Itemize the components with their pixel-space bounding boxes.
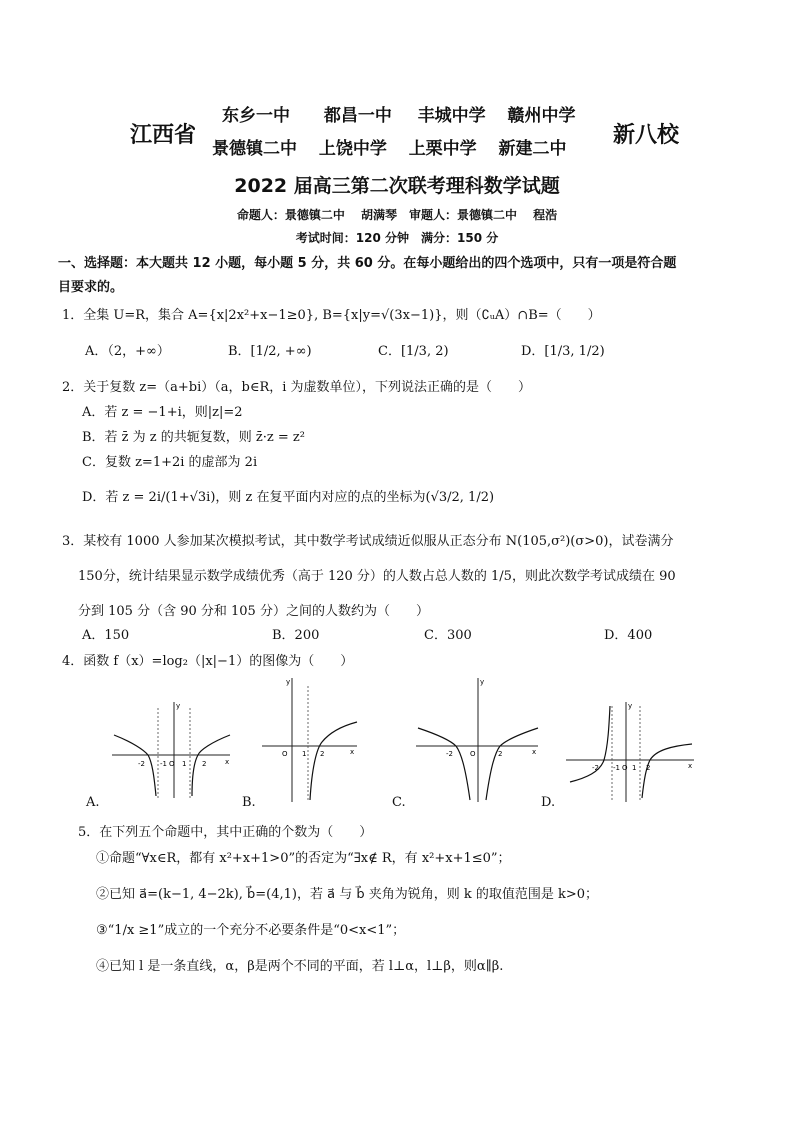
school-3: 丰城中学 [417, 106, 486, 126]
svg-text:-1: -1 [613, 764, 620, 772]
q3-option-c: C．300 [424, 628, 472, 643]
q4-graph-c [416, 676, 540, 804]
svg-text:-2: -2 [446, 750, 453, 758]
svg-text:1: 1 [302, 750, 307, 758]
svg-text:-2: -2 [138, 760, 145, 768]
q3-line3: 分到 105 分（含 90 分和 105 分）之间的人数约为（ ） [78, 604, 429, 619]
section-intro-line2: 目要求的。 [58, 280, 124, 295]
school-2: 都昌一中 [323, 106, 392, 126]
q1-option-b: B．[1/2, +∞) [228, 344, 312, 359]
svg-text:x: x [225, 758, 230, 766]
q5-item-3: ③“1/x ≥1”成立的一个充分不必要条件是“0<x<1”； [96, 923, 406, 938]
q3-line2: 150分，统计结果显示数学成绩优秀（高于 120 分）的人数占总人数的 1/5，则此次数学考试成绩在 90 [78, 569, 676, 584]
school-7: 上栗中学 [408, 139, 477, 159]
q4-graph-d [566, 700, 696, 804]
q4-graph-b [262, 676, 362, 804]
q1-option-c: C．[1/3, 2) [378, 344, 449, 359]
q5-item-2: ②已知 a⃗=(k−1, 4−2k), b⃗=(4,1)，若 a⃗ 与 b⃗ 夹角为锐角，则 k 的取值范围是 k>0； [96, 887, 599, 902]
svg-text:y: y [480, 678, 485, 686]
svg-text:y: y [628, 702, 633, 710]
page-title: 2022 届高三第二次联考理科数学试题 [234, 175, 560, 197]
svg-text:1: 1 [182, 760, 187, 768]
q3-option-b: B．200 [272, 628, 320, 643]
svg-text:2: 2 [498, 750, 503, 758]
svg-text:2: 2 [320, 750, 325, 758]
q3-line1: 3．某校有 1000 人参加某次模拟考试，其中数学考试成绩近似服从正态分布 N(105,σ²)(σ>0)，试卷满分 [62, 534, 674, 549]
school-8: 新建二中 [498, 139, 567, 159]
svg-text:2: 2 [646, 764, 651, 772]
q1-stem: 1．全集 U=R，集合 A={x|2x²+x−1≥0}, B={x|y=√(3x−1)}，则（∁ᵤA）∩B=（ ） [62, 308, 601, 323]
group-label: 新八校 [613, 123, 680, 148]
q4-label-b: B. [242, 795, 256, 810]
school-4: 赣州中学 [507, 106, 576, 126]
q4-graph-a [112, 700, 232, 800]
q2-option-c: C．复数 z=1+2i 的虚部为 2i [82, 455, 258, 470]
q5-item-1: ①命题“∀x∈R，都有 x²+x+1>0”的否定为“∃x∉ R，有 x²+x+1≤0”； [96, 851, 511, 866]
svg-text:y: y [286, 678, 291, 686]
q4-stem: 4．函数 f（x）=log₂（|x|−1）的图像为（ ） [62, 654, 354, 669]
q2-option-b: B．若 z̄ 为 z 的共轭复数，则 z̄·z = z² [82, 430, 305, 445]
q4-label-c: C. [392, 795, 406, 810]
section-intro-line1: 一、选择题：本大题共 12 小题，每小题 5 分，共 60 分。在每小题给出的四个选项中，只有一项是符合题 [58, 256, 677, 271]
q1-option-d: D．[1/3, 1/2) [521, 344, 605, 359]
schools-row-1 [222, 101, 576, 126]
q5-item-4: ④已知 l 是一条直线，α，β是两个不同的平面，若 l⊥α，l⊥β，则α∥β. [96, 959, 504, 974]
school-5: 景德镇二中 [212, 139, 297, 159]
svg-text:1: 1 [632, 764, 637, 772]
svg-text:x: x [688, 762, 693, 770]
svg-text:x: x [350, 748, 355, 756]
q2-stem: 2．关于复数 z=（a+bi）（a，b∈R，i 为虚数单位），下列说法正确的是（ ） [62, 380, 532, 395]
svg-text:-2: -2 [592, 764, 599, 772]
q3-option-d: D．400 [604, 628, 653, 643]
q4-label-a: A. [86, 795, 100, 810]
q2-option-d: D．若 z = 2i/(1+√3i)，则 z 在复平面内对应的点的坐标为(√3/2, 1/2) [82, 490, 495, 505]
svg-text:-1: -1 [160, 760, 167, 768]
province-label: 江西省 [130, 123, 197, 148]
svg-text:O: O [470, 750, 476, 758]
q4-label-d: D. [541, 795, 556, 810]
q3-option-a: A．150 [82, 628, 130, 643]
q2-option-a: A．若 z = −1+i，则|z|=2 [82, 405, 243, 420]
svg-text:x: x [532, 748, 537, 756]
authors-line: 命题人：景德镇二中 胡满琴 审题人：景德镇二中 程浩 [236, 208, 558, 222]
q1-option-a: A．（2，+∞） [85, 344, 170, 359]
svg-text:O: O [282, 750, 288, 758]
school-6: 上饶中学 [318, 139, 387, 159]
exam-info: 考试时间：120 分钟 满分：150 分 [295, 231, 499, 245]
q5-stem: 5．在下列五个命题中，其中正确的个数为（ ） [78, 825, 373, 840]
svg-text:O: O [622, 764, 628, 772]
svg-text:O: O [169, 760, 175, 768]
svg-text:2: 2 [202, 760, 207, 768]
school-1: 东乡一中 [222, 106, 290, 126]
schools-row-2 [212, 134, 567, 159]
svg-text:y: y [176, 702, 181, 710]
